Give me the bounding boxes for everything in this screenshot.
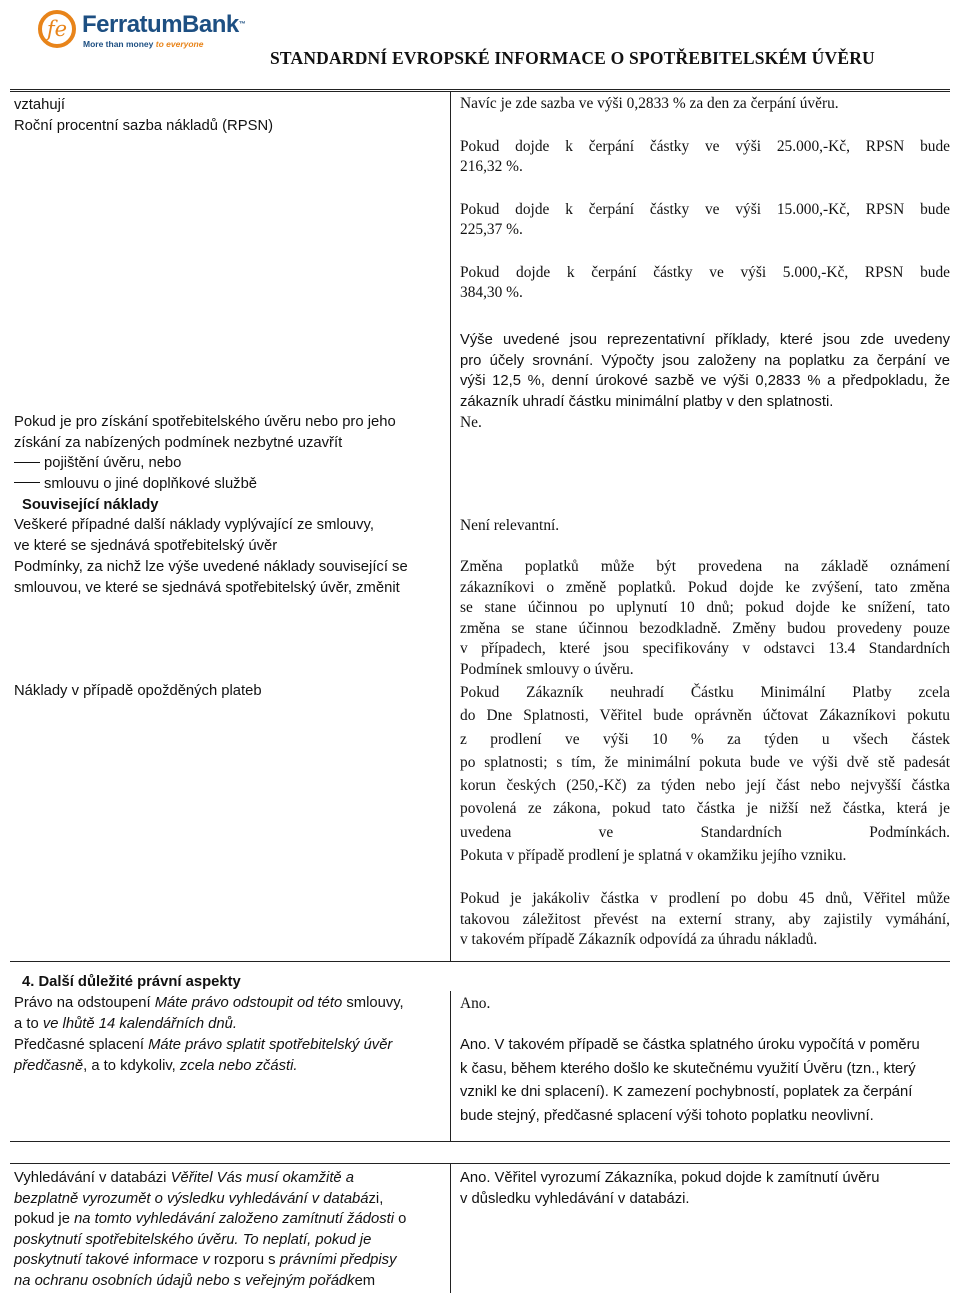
logo-tagline: More than money to everyone [83, 39, 204, 49]
late-payment-recovery: Pokud je jakákoliv částka v prodlení po dobu 45 dnů, Věřitel může takovou záležitost převést na externí strany, aby zajistily vymáhání, v takovém případě Zákazník odpovídá za úhradu nákladů. [460, 890, 950, 948]
database-search-label: Vyhledávání v databázi Věřitel Vás musí okamžitě a bezplatně vyrozumět o výsledku vyhledávání v databázi, pokud je na tomto vyhledávání založeno zamítnutí žádosti o poskytnutí spotřebitelského úvěru. To neplatí, pokud je poskytnutí takové informace v rozporu s právními předpisy na ochranu osobních údajů nebo s veřejným pořádkem [14, 1170, 407, 1289]
document-title: STANDARDNÍ EVROPSKÉ INFORMACE O SPOTŘEBITELSKÉM ÚVĚRU [270, 48, 875, 68]
late-payment-label: Náklady v případě opožděných plateb [14, 683, 262, 699]
dash-bullet [14, 462, 40, 463]
section-4-heading: 4. Další důležité právní aspekty [22, 974, 241, 990]
section-divider [10, 1163, 950, 1164]
column-divider [450, 1163, 451, 1293]
dash-bullet [14, 482, 40, 483]
ferratum-bank-logo [36, 8, 246, 54]
early-repayment-value: Ano. V takovém případě se částka splatného úroku vypočítá v poměru k času, během kterého došlo ke skutečnému využití Úvěru (tzn., který vznikl ke dni splacení). K zamezení pochybností, poplatek za čerpání bude stejný, předčasné splacení výši tohoto poplatku neovlivní. [460, 1037, 920, 1124]
rpsn-value: Navíc je zde sazba ve výši 0,2833 % za den za čerpání úvěru. Pokud dojde k čerpání částky ve výši 25.000,-Kč, RPSN bude 216,32 %. Pokud dojde k čerpání částky ve výši 15.000,-Kč, RPSN bude 225,37 %. Pokud dojde k čerpání částky ve výši 5.000,-Kč, RPSN bude 384,30 %. [460, 95, 950, 301]
early-repayment-label: Předčasné splacení Máte právo splatit spotřebitelský úvěr předčasně, a to kdykoliv, zcela nebo zčásti. [14, 1037, 393, 1074]
related-costs-heading: Související náklady [22, 497, 159, 513]
conditions-label: Podmínky, za nichž lze výše uvedené náklady související se smlouvou, ve které se sjednává spotřebitelský úvěr, změnit [14, 559, 408, 596]
related-costs-label: Veškeré případné další náklady vyplývající ze smlouvy, ve které se sjednává spotřebitelský úvěr [14, 517, 374, 554]
late-payment-value: Pokud Zákazník neuhradí Částku Minimální Platby zcela do Dne Splatnosti, Věřitel bude oprávněn účtovat Zákazníkovi pokutu z prodlení ve výši 10 % za týden u všech částek po splatnosti; s tím, že minimální pokuta bude ve výši dvě stě padesát korun českých (250,-Kč) za týden nebo její část nebo nejvyšší částka povolená ze zákona, pokud tato částka je nižší než částka, která je uvedena ve Standardních Podmínkách. Pokuta v případě prodlení je splatná v okamžiku jejího vzniku. [460, 684, 950, 865]
table-top-border-double [10, 91, 950, 92]
fe-logo-icon: fe [38, 10, 76, 48]
column-divider [450, 991, 451, 1141]
section-divider [10, 961, 950, 962]
section-divider [10, 1141, 950, 1142]
rpsn-label: vztahují Roční procentní sazba nákladů (RPSN) [14, 97, 274, 134]
column-divider [450, 91, 451, 961]
rpsn-note: Výše uvedené jsou reprezentativní příklady, které jsou zde uvedeny pro účely srovnání. Výpočty jsou založeny na poplatku za čerpání ve výši 12,5 %, denní úrokové sazbě ve výši 0,2833 % a předpokladu, že zákazník uhradí částku minimální platby v den splatnosti. [460, 332, 950, 410]
insurance-value: Ne. [460, 414, 482, 431]
withdrawal-value: Ano. [460, 995, 491, 1012]
logo-wordmark: FerratumBank™ [82, 11, 246, 38]
related-costs-value: Není relevantní. [460, 517, 560, 534]
withdrawal-label: Právo na odstoupení Máte právo odstoupit od této smlouvy, a to ve lhůtě 14 kalendářních dnů. [14, 995, 404, 1032]
database-search-value: Ano. Věřitel vyrozumí Zákazníka, pokud dojde k zamítnutí úvěru v důsledku vyhledávání v databázi. [460, 1170, 880, 1207]
conditions-value: Změna poplatků může být provedena na základě oznámení zákazníkovi o změně poplatků. Pokud dojde ke zvýšení, tato změna se stane účinnou po uplynutí 10 dnů; pokud dojde ke snížení, tato změna se stane účinnou bezodkladně. Změny budou provedeny pouze v případech, které jsou specifikovány v odstavci 13.4 Standardních Podmínek smlouvy o úvěru. [460, 558, 950, 678]
table-top-border [10, 89, 950, 90]
insurance-label: Pokud je pro získání spotřebitelského úvěru nebo pro jeho získání za nabízených podmínek nezbytné uzavřít pojištění úvěru, nebo smlouvu o jiné doplňkové službě [14, 414, 396, 492]
